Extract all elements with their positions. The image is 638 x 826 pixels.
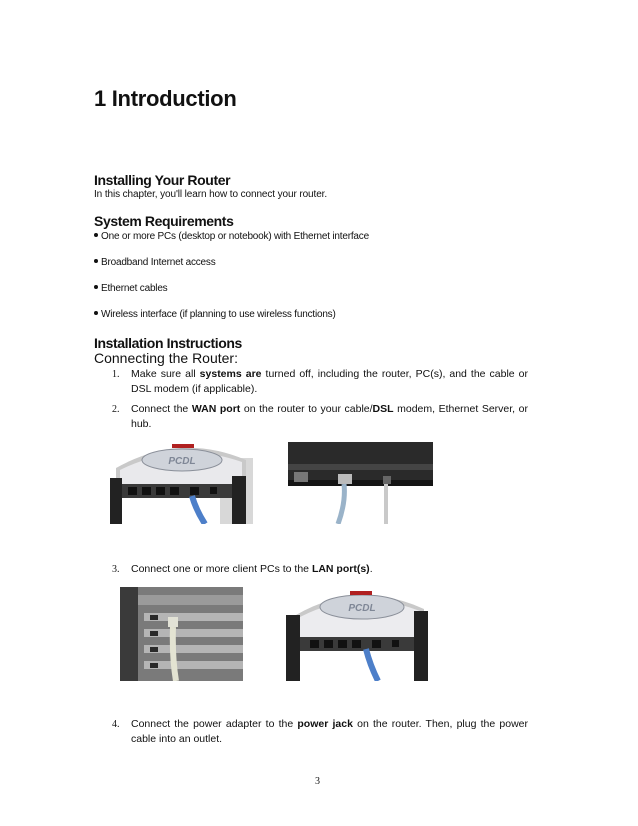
bullet-icon: [94, 233, 98, 237]
router-lan-photo: [286, 585, 431, 681]
requirement-item: Ethernet cables: [94, 283, 168, 294]
router-brand-text: PCDL: [348, 603, 376, 614]
bullet-icon: [94, 285, 98, 289]
installation-heading: Installation Instructions: [94, 335, 242, 351]
step-number: 1.: [112, 369, 120, 380]
step-2: [112, 402, 528, 434]
step-3: [112, 562, 528, 578]
step-text: Connect the power adapter to the power jack on the router. Then, plug the power cable into an outlet.: [131, 718, 528, 745]
step-number: 4.: [112, 719, 120, 730]
router-brand-text: PCDL: [168, 456, 196, 467]
step-number: 3.: [112, 564, 120, 575]
requirement-item: One or more PCs (desktop or notebook) with Ethernet interface: [94, 231, 369, 242]
bullet-icon: [94, 259, 98, 263]
installing-intro: In this chapter, you'll learn how to connect your router.: [94, 189, 328, 200]
installing-heading: Installing Your Router: [94, 172, 231, 188]
page-number: 3: [315, 776, 320, 787]
step-number: 2.: [112, 404, 120, 415]
step-text: Connect one or more client PCs to the LAN port(s).: [131, 563, 373, 575]
router-wan-photo: [110, 440, 253, 524]
pc-lan-photo: [120, 587, 243, 681]
installation-subheading: Connecting the Router:: [94, 350, 238, 366]
modem-dsl-photo: [288, 442, 433, 524]
requirements-heading: System Requirements: [94, 213, 234, 229]
requirement-item: Broadband Internet access: [94, 257, 216, 268]
step-text: Make sure all systems are turned off, including the router, PC(s), and the cable or DSL modem (if applicable).: [131, 368, 528, 395]
bullet-icon: [94, 311, 98, 315]
step-1: [112, 367, 528, 399]
page-title: 1 Introduction: [94, 86, 237, 111]
requirement-item: Wireless interface (if planning to use wireless functions): [94, 309, 336, 320]
step-4: [112, 717, 528, 749]
step-text: Connect the WAN port on the router to your cable/DSL modem, Ethernet Server, or hub.: [131, 403, 528, 430]
